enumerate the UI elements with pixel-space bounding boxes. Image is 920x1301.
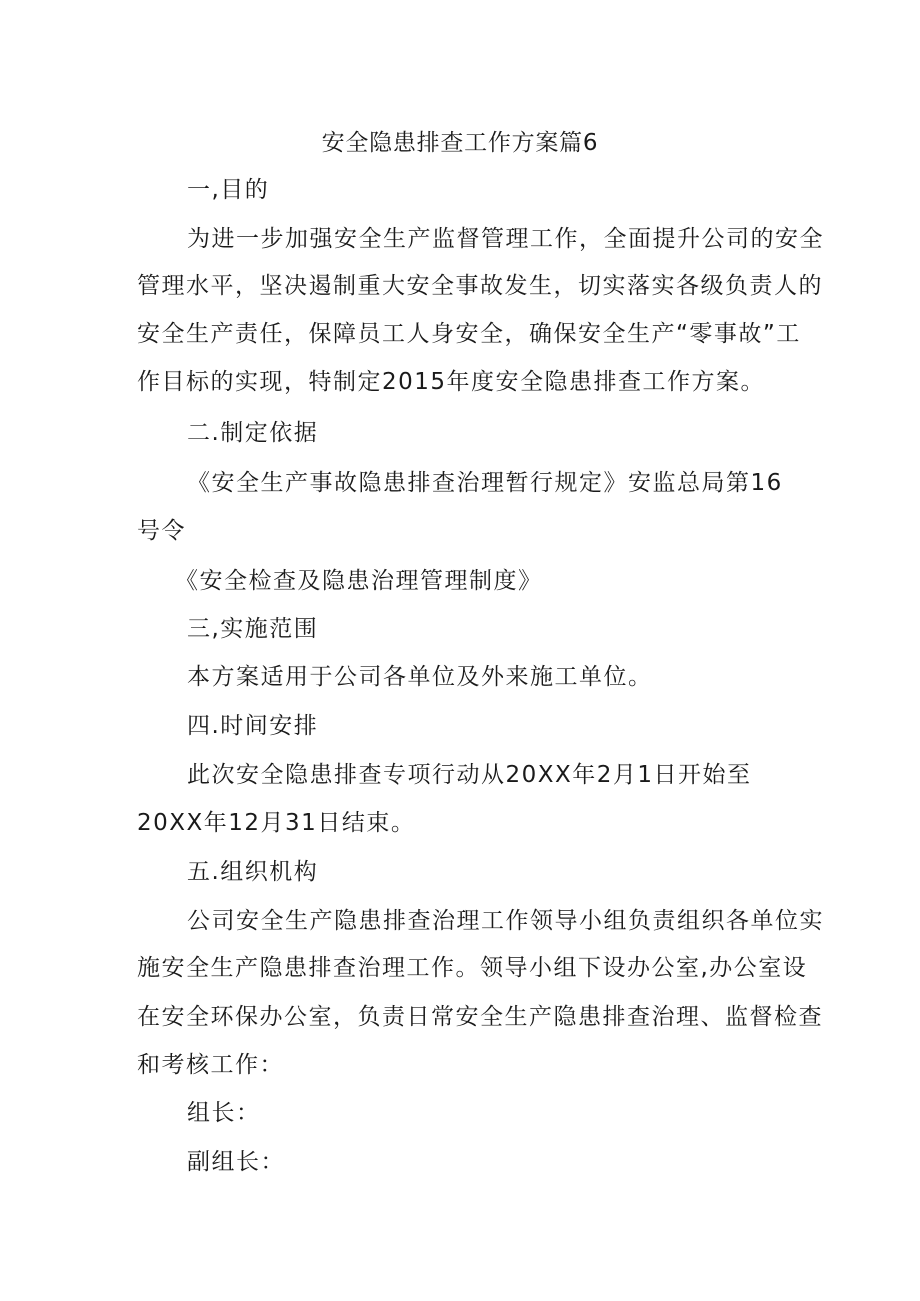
organization-line-1: 公司安全生产隐患排查治理工作领导小组负责组织各单位实 xyxy=(187,908,824,934)
basis-regulation-1-line-1: 《安全生产事故隐患排查治理暂行规定》安监总局第16 xyxy=(187,470,783,496)
purpose-line-2: 管理水平，坚决遏制重大安全事故发生，切实落实各级负责人的 xyxy=(137,273,823,299)
deputy-leader-label: 副组长： xyxy=(187,1149,285,1175)
section-heading-schedule: 四.时间安排 xyxy=(187,713,319,739)
organization-line-3: 在安全环保办公室，负责日常安全生产隐患排查治理、监督检查 xyxy=(137,1004,823,1030)
section-heading-purpose: 一,目的 xyxy=(187,177,270,203)
section-heading-organization: 五.组织机构 xyxy=(187,859,319,885)
section-heading-scope: 三,实施范围 xyxy=(187,616,319,642)
basis-regulation-1-line-2: 号令 xyxy=(137,518,186,544)
section-heading-basis: 二.制定依据 xyxy=(187,420,319,446)
basis-regulation-2: 《安全检查及隐患治理管理制度》 xyxy=(175,568,543,594)
schedule-line-1: 此次安全隐患排查专项行动从20XX年2月1日开始至 xyxy=(187,762,752,788)
purpose-line-1: 为进一步加强安全生产监督管理工作，全面提升公司的安全 xyxy=(187,226,824,252)
purpose-line-3: 安全生产责任，保障员工人身安全，确保安全生产“零事故”工 xyxy=(137,321,801,347)
scope-text: 本方案适用于公司各单位及外来施工单位。 xyxy=(187,664,653,690)
purpose-line-4: 作目标的实现，特制定2015年度安全隐患排查工作方案。 xyxy=(137,369,766,395)
organization-line-2: 施安全生产隐患排查治理工作。领导小组下设办公室,办公室设 xyxy=(137,955,808,981)
leader-label: 组长： xyxy=(187,1100,261,1126)
document-title: 安全隐患排查工作方案篇6 xyxy=(321,130,599,156)
organization-line-4: 和考核工作： xyxy=(137,1052,284,1078)
schedule-line-2: 20XX年12月31日结束。 xyxy=(137,810,416,836)
